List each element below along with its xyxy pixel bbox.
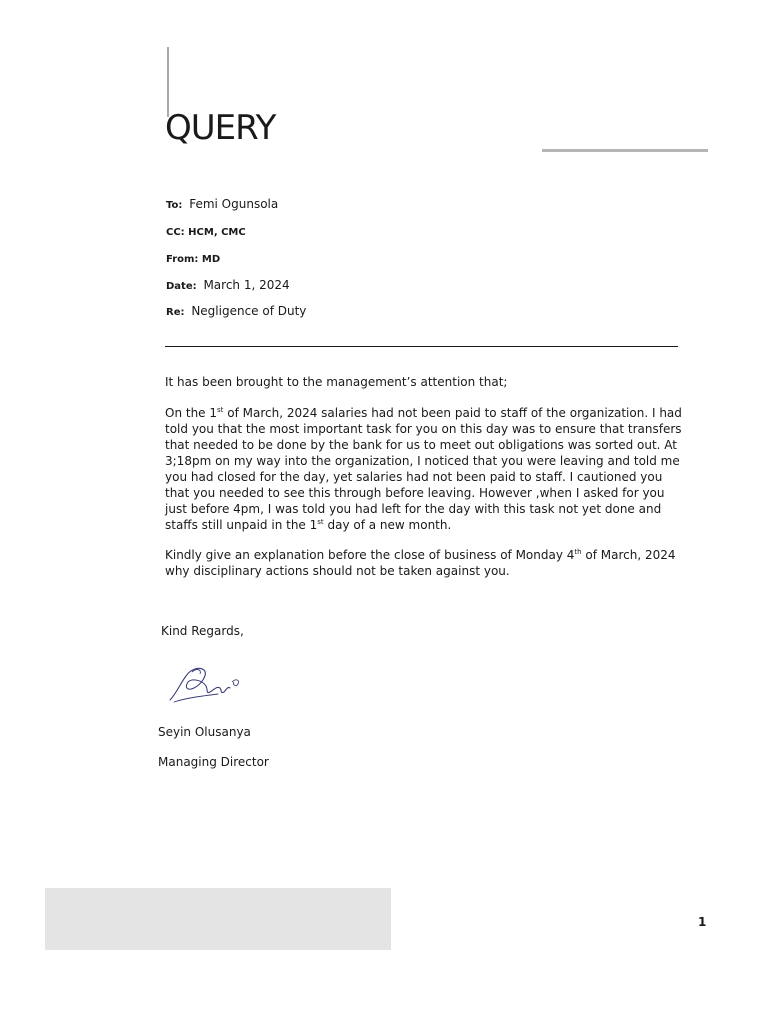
re-field: [166, 303, 306, 321]
footer-box: [45, 888, 391, 950]
cc-label: CC: HCM, CMC: [166, 227, 246, 238]
p1-sup-1: st: [217, 406, 224, 414]
date-field: [166, 277, 290, 295]
to-value: Femi Ogunsola: [189, 197, 279, 211]
signature-image: [162, 658, 252, 712]
from-field: [166, 250, 223, 268]
p1-text-b: of March, 2024 salaries had not been paid to staff of the organization. I had told you that the most important task for you on this day was to ensure that transfers that needed to be done by the bank for us to meet out obligations was sorted out. At 3;18pm on my way into the organization, I noticed that you were leaving and told me you had closed for the day, yet salaries had not been paid to staff. I cautioned you that you needed to see this through before leaving. However ,when I asked for you just before 4pm, I was told you had left for the day with this task not yet done and staffs still unpaid in the 1: [165, 406, 682, 532]
p2-text-a: Kindly give an explanation before the close of business of Monday 4: [165, 548, 575, 562]
closing-regards: Kind Regards,: [161, 624, 244, 638]
to-field: [166, 196, 278, 214]
to-label: To:: [166, 200, 183, 211]
page-number: 1: [698, 915, 707, 929]
re-value: Negligence of Duty: [191, 304, 307, 318]
p1-sup-2: st: [317, 518, 324, 526]
page-title: QUERY: [165, 108, 276, 148]
p1-text-c: day of a new month.: [323, 518, 452, 532]
signer-name: Seyin Olusanya: [158, 725, 251, 739]
p2-text-b: of March, 2024 why disciplinary actions should not be taken against you.: [165, 548, 676, 578]
date-label: Date:: [166, 281, 197, 292]
header-rule: [542, 149, 708, 152]
intro-text: It has been brought to the management’s attention that;: [165, 375, 508, 389]
request-paragraph: [165, 547, 685, 579]
from-label: From: MD: [166, 254, 221, 265]
date-value: March 1, 2024: [203, 278, 290, 292]
intro-paragraph: [165, 374, 685, 390]
header-divider: [165, 346, 678, 347]
cc-field: [166, 223, 249, 241]
p1-text-a: On the 1: [165, 406, 218, 420]
signer-role: Managing Director: [158, 755, 269, 769]
p2-sup: th: [574, 548, 582, 556]
re-label: Re:: [166, 307, 185, 318]
main-paragraph: [165, 405, 685, 533]
